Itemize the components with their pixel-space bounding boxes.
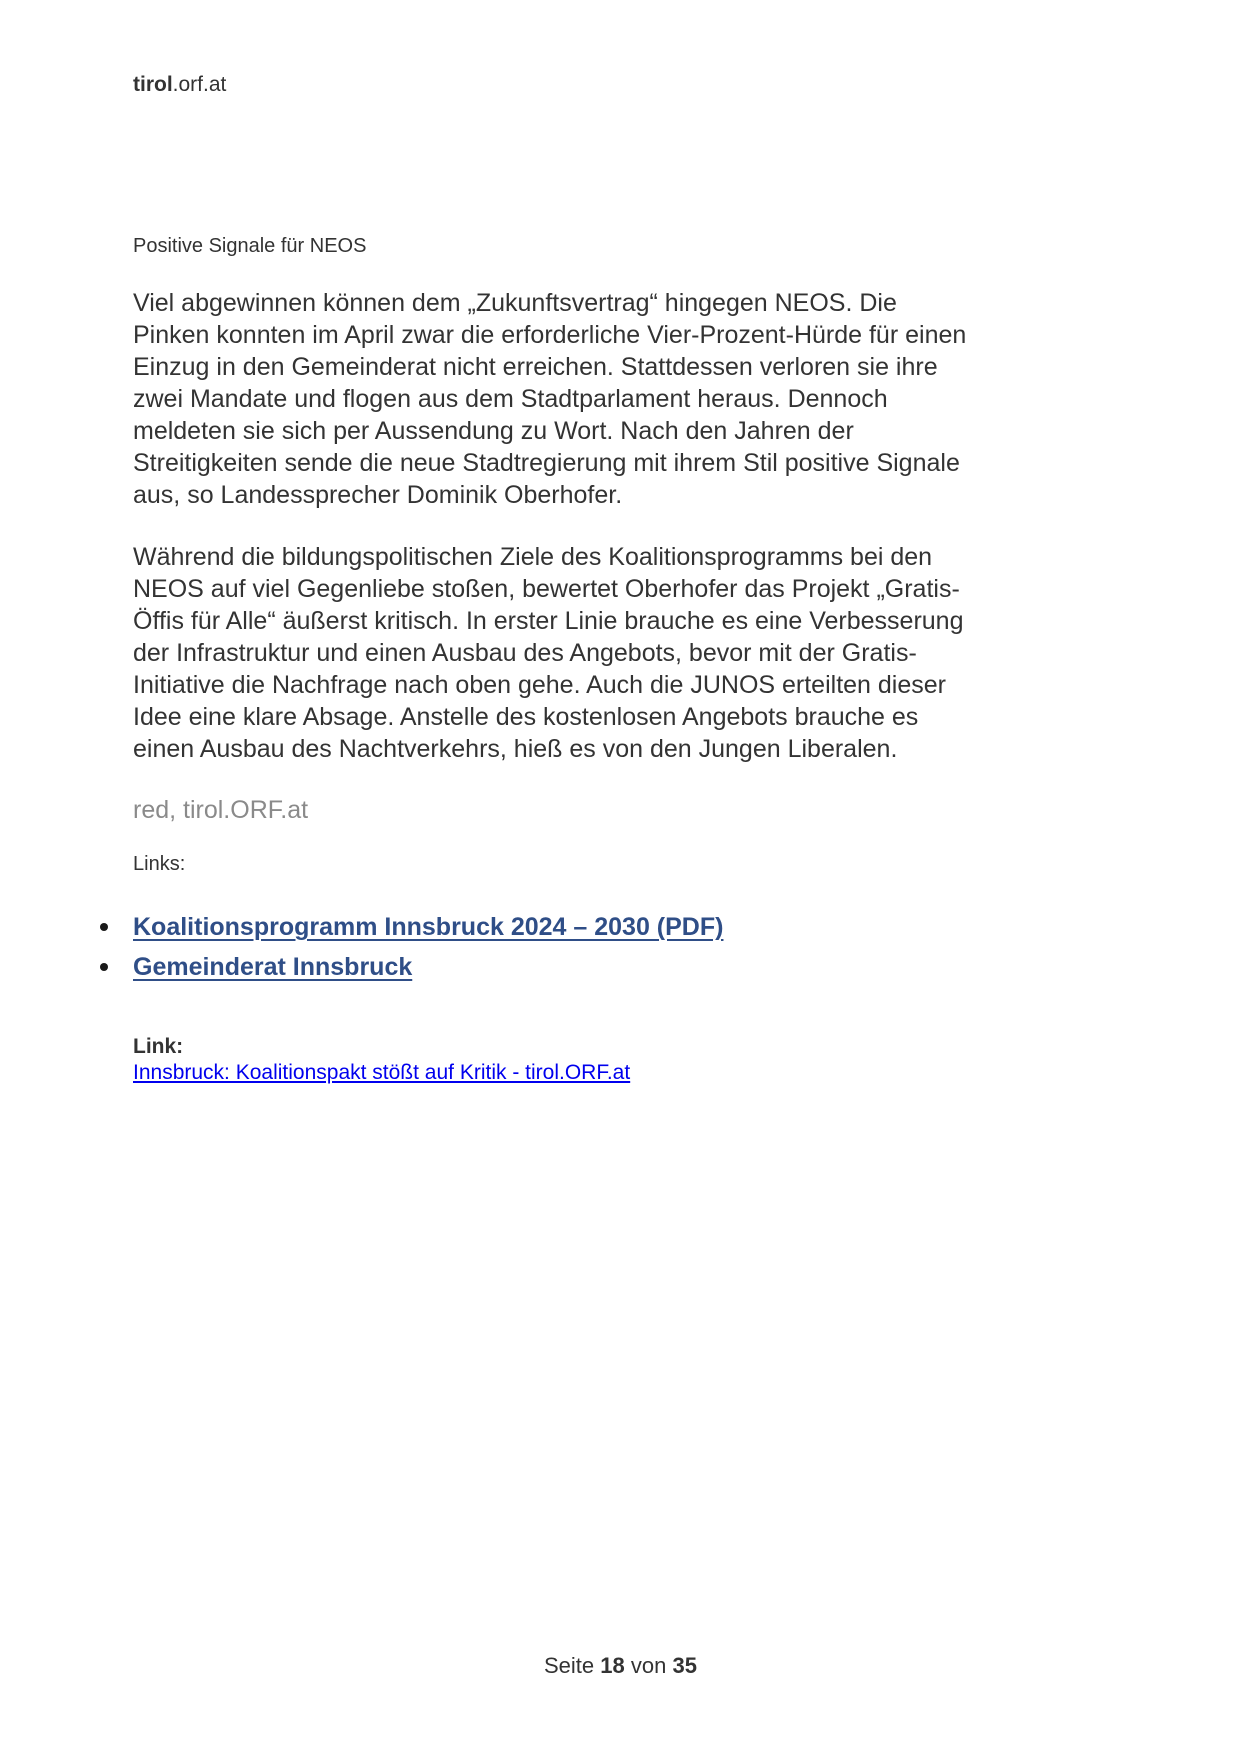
- list-item: [133, 949, 723, 989]
- footer-separator: von: [630, 1653, 667, 1678]
- site-brand: [133, 73, 226, 96]
- masthead: [133, 72, 226, 98]
- footer-page-total: 35: [672, 1653, 697, 1678]
- source-link-label: Link:: [133, 1035, 184, 1058]
- byline: red, tirol.ORF.at: [133, 796, 309, 824]
- source-link-line: [133, 1060, 630, 1086]
- article-paragraph-1: Viel abgewinnen können dem „Zukunftsvertrag“ hingegen NEOS. Die Pinken konnten im April zwar die erforderliche Vier-Prozent-Hürde für einen Einzug in den Gemeinderat nicht erreichen. Stattdessen verloren sie ihre zwei Mandate und flogen aus dem Stadtparlament heraus. Dennoch meldeten sie sich per Aussendung zu Wort. Nach den Jahren der Streitigkeiten sende die neue Stadtregierung mit ihrem Stil positive Signale aus, so Landessprecher Dominik Oberhofer.: [133, 289, 967, 509]
- source-block: [133, 1034, 630, 1086]
- list-item: [133, 909, 723, 949]
- section-heading: Positive Signale für NEOS: [133, 235, 367, 257]
- page-footer: [0, 1652, 1241, 1679]
- link-list: [133, 909, 723, 989]
- footer-page-number: 18: [600, 1653, 625, 1678]
- bullet-icon: [100, 963, 108, 971]
- article-paragraph-2: Während die bildungspolitischen Ziele des Koalitionsprogramms bei den NEOS auf viel Gegenliebe stoßen, bewertet Oberhofer das Projekt „Gratis-Öffis für Alle“ äußerst kritisch. In erster Linie brauche es eine Verbesserung der Infrastruktur und einen Ausbau des Angebots, bevor mit der Gratis-Initiative die Nachfrage nach oben gehe. Auch die JUNOS erteilten dieser Idee eine klare Absage. Anstelle des kostenlosen Angebots brauche es einen Ausbau des Nachtverkehrs, hieß es von den Jungen Liberalen.: [133, 543, 964, 763]
- site-brand-bold: tirol: [133, 73, 173, 96]
- site-brand-rest: .orf.at: [172, 73, 227, 96]
- link-koalitionsprogramm-pdf[interactable]: Koalitionsprogramm Innsbruck 2024 – 2030 (PDF): [133, 913, 724, 941]
- source-article-link[interactable]: Innsbruck: Koalitionspakt stößt auf Kritik - tirol.ORF.at: [133, 1061, 631, 1084]
- links-label: Links:: [133, 853, 186, 875]
- link-gemeinderat-innsbruck[interactable]: Gemeinderat Innsbruck: [133, 953, 413, 981]
- footer-prefix: Seite: [544, 1653, 595, 1678]
- bullet-icon: [100, 923, 108, 931]
